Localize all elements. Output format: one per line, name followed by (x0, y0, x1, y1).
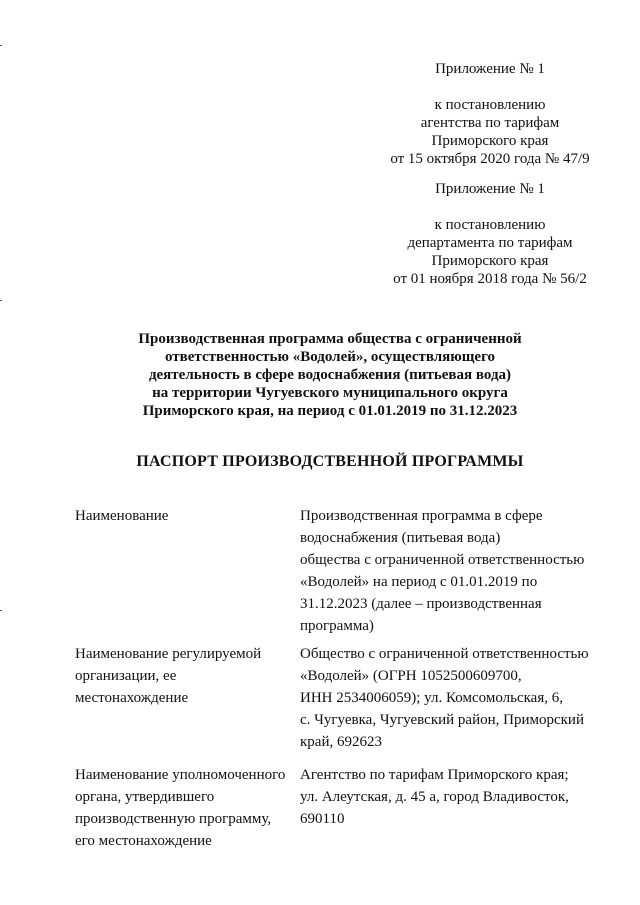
value-line: 690110 (300, 811, 345, 827)
passport-row-label (75, 643, 290, 709)
passport-row-value (300, 643, 600, 753)
value-line: «Водолей» (ОГРН 1052500609700, (300, 668, 522, 684)
heading-line: ответственностью «Водолей», осуществляющего (164, 349, 496, 365)
appendix-title: Приложение № 1 (435, 61, 545, 77)
heading-line: на территории Чугуевского муниципального округа (152, 385, 508, 401)
value-line: Агентство по тарифам Приморского края; (300, 767, 569, 783)
appendix-block-original (345, 180, 635, 288)
value-line: 31.12.2023 (далее – производственная (300, 596, 542, 612)
appendix-block-current (345, 60, 635, 168)
passport-row-value (300, 764, 600, 830)
label-line: местонахождение (75, 690, 189, 706)
label-line: Наименование уполномоченного (75, 767, 286, 783)
value-line: Общество с ограниченной ответственностью (300, 646, 589, 662)
label-line: Наименование (75, 508, 169, 524)
appendix-line: Приморского края (431, 133, 549, 149)
label-line: его местонахождение (75, 833, 212, 849)
appendix-line: Приморского края (431, 253, 549, 269)
heading-line: Приморского края, на период с 01.01.2019 по 31.12.2023 (142, 403, 518, 419)
value-line: Производственная программа в сфере (300, 508, 543, 524)
passport-row-value (300, 505, 600, 637)
scan-edge-mark (0, 45, 2, 46)
appendix-line: к постановлению (434, 97, 546, 113)
value-line: ИНН 2534006059); ул. Комсомольская, 6, (300, 690, 563, 706)
appendix-line: агентства по тарифам (420, 115, 560, 131)
scan-edge-mark (0, 610, 2, 611)
value-line: общества с ограниченной ответственностью (300, 552, 585, 568)
heading-line: деятельность в сфере водоснабжения (питьевая вода) (148, 367, 512, 383)
passport-row-label (75, 764, 290, 852)
value-line: программа) (300, 618, 374, 634)
scan-edge-mark (0, 300, 2, 301)
label-line: Наименование регулируемой (75, 646, 262, 662)
heading-line: Производственная программа общества с ограниченной (138, 331, 522, 347)
value-line: край, 692623 (300, 734, 382, 750)
appendix-title: Приложение № 1 (435, 181, 545, 197)
passport-row-label (75, 505, 290, 527)
value-line: ул. Алеутская, д. 45 а, город Владивосток, (300, 789, 569, 805)
appendix-line: от 15 октября 2020 года № 47/9 (390, 151, 590, 167)
value-line: с. Чугуевка, Чугуевский район, Приморский (300, 712, 584, 728)
value-line: «Водолей» на период с 01.01.2019 по (300, 574, 538, 590)
label-line: производственную программу, (75, 811, 272, 827)
program-heading (60, 330, 600, 420)
label-line: органа, утвердившего (75, 789, 215, 805)
appendix-line: к постановлению (434, 217, 546, 233)
appendix-line: от 01 ноября 2018 года № 56/2 (393, 271, 587, 287)
appendix-line: департамента по тарифам (407, 235, 573, 251)
label-line: организации, ее (75, 668, 177, 684)
value-line: водоснабжения (питьевая вода) (300, 530, 501, 546)
passport-title: ПАСПОРТ ПРОИЗВОДСТВЕННОЙ ПРОГРАММЫ (136, 453, 524, 470)
